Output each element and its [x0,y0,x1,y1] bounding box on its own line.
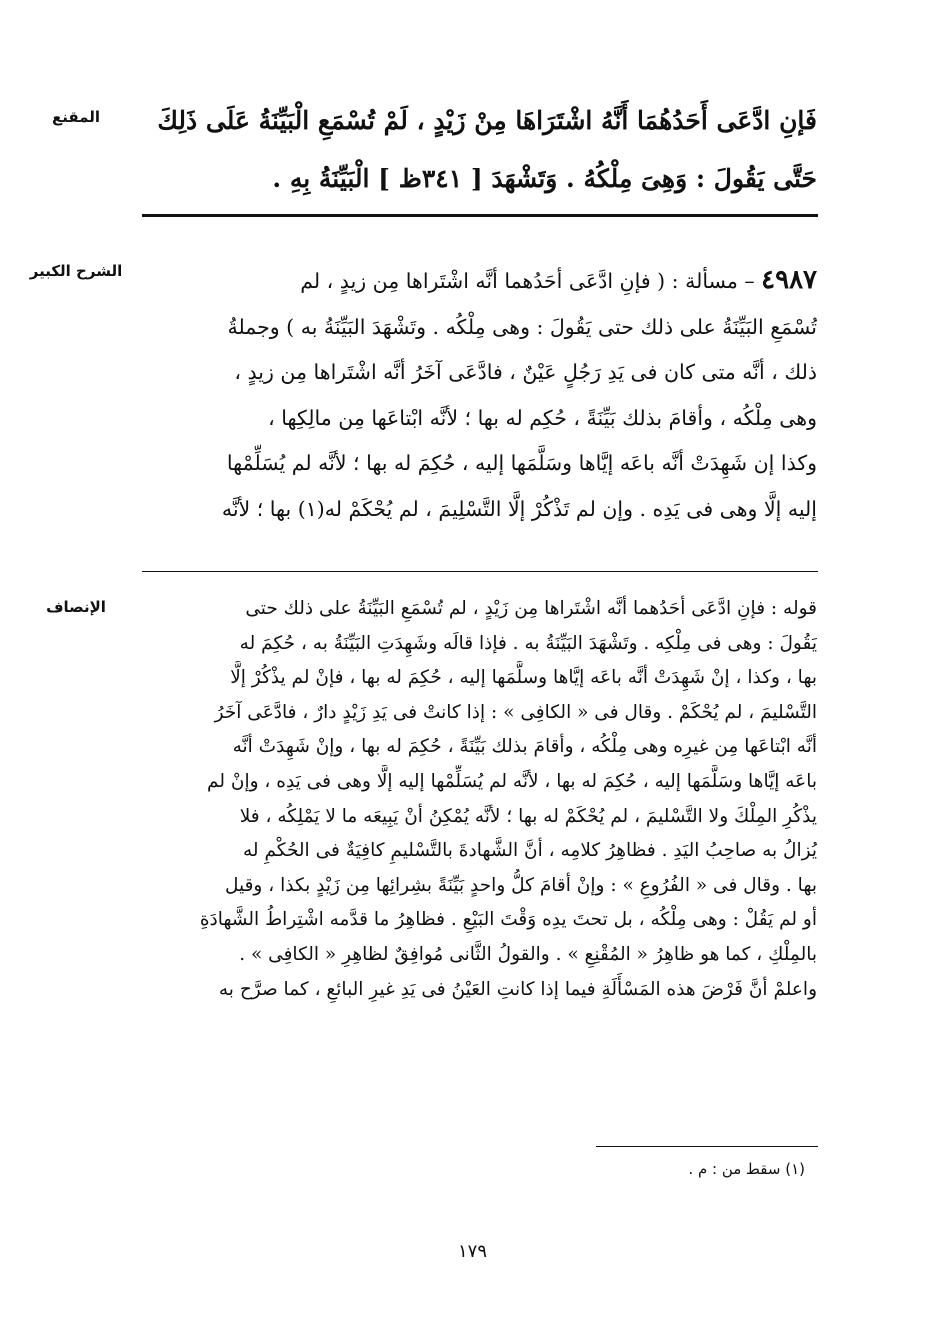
section-divider-thick [142,214,818,217]
section-divider-thin [142,571,818,572]
insaf-line: أنَّه ابْتاعَها مِن غيرِه وهى مِلْكُه ، وأقامَ بذلك بَيِّنَةً ، حُكِمَ له بها ، وإنْ شَهِدَتْ أنَّه [232,736,817,758]
insaf-line: باعَه إيَّاها وسَلَّمَها إليه ، حُكِمَ له بها ، لأنَّه لم يُسَلِّمْها إليه إلَّا وهى فى يَدِه ، وإنْ لم [207,770,817,792]
insaf-line: بها . وقال فى « الفُرُوعِ » : وإنْ أقامَ كلُّ واحدٍ بَيِّنَةً بشِرائِها مِن زَيْدٍ بكذا ، وقيل [224,874,817,896]
insaf-line: يذْكُرِ المِلْكَ ولا التَّسْليمَ ، لم يُحْكَمْ له بها ؛ لأنَّه يُمْكِنُ أنْ يَبِيعَه ما لا يَمْلِكُه ، فلا [239,805,817,827]
sharh-line: وكذا إن شَهِدَتْ أنَّه باعَه إيَّاها وسَلَّمَها إليه ، حُكِمَ له بها ؛ لأنَّه لم يُسَلِّمْها [226,451,817,475]
sharh-line: ذلك ، أنَّه متى كان فى يَدِ رَجُلٍ عَيْنٌ ، فادَّعَى آخَرُ أنَّه اشْتَراها مِن زيدٍ ، [234,360,817,384]
muqni-text-block [117,92,817,208]
muqni-line: فَإنِ ادَّعَى أَحَدُهُمَا أَنَّهُ اشْتَرَاهَا مِنْ زَيْدٍ ، لَمْ تُسْمَعِ الْبَيِّنَةُ عَلَى ذَلِكَ [157,106,817,135]
insaf-line: يُزالُ به صاحِبُ اليَدِ . فظاهِرُ كلامِه ، أنَّ الشَّهادةَ بالتَّسْليمِ كافِيَةٌ فى الحُكْمِ له [243,840,817,862]
sharh-line [127,258,817,305]
sharh-first-line-text: – مسألة : ( فإنِ ادَّعَى أحَدُهما أنَّه اشْتَراها مِن زيدٍ ، لم [300,269,762,293]
insaf-text-block [127,592,817,1007]
issue-number: ٤٩٨٧ [761,265,817,295]
sharh-line: تُسْمَعِ البَيِّنَةُ على ذلك حتى يَقُولَ : وهى مِلْكُه . وتَشْهَدَ البَيِّنَةُ به ) وجملةُ [227,314,817,339]
sharh-line: إليه إلَّا وهى فى يَدِه . وإن لم تَذْكُرْ إلَّا التَّسْلِيمَ ، لم يُحْكَمْ له(١) بها ؛ لأنَّه [221,496,817,521]
sharh-line: وهى مِلْكُه ، وأقامَ بذلك بَيِّنَةً ، حُكِم له بها ؛ لأنَّه ابْتاعَها مِن مالِكِها ، [268,405,817,430]
insaf-line: بالمِلْكِ ، كما هو ظاهِرُ « المُقْنِعِ » . والقولُ الثَّانى مُوافِقٌ لظاهِرِ « الكافِى » . [239,943,817,965]
section-label-insaf: الإنصاف [46,598,106,616]
insaf-line: واعلمْ أنَّ فَرْضَ هذه المَسْأَلَةِ فيما إذا كانتِ العَيْنُ فى يَدِ غيرِ البائعِ ، كما صرَّح به [218,978,817,1000]
insaf-line: أو لم يَقُلْ : وهى مِلْكُه ، بل تحتَ يدِه وَقْتَ البَيْعِ . فظاهِرُ ما قدَّمه اشْتِراطُ الشَّهادَةِ [199,909,817,931]
page-number: ١٧٩ [457,1241,487,1262]
insaf-line: قوله : فإنِ ادَّعَى أحَدُهما أنَّه اشْتَراها مِن زَيْدٍ ، لم تُسْمَعِ البَيِّنَةُ على ذلك حتى [245,598,817,619]
footnote: (١) سقط من : م . [688,1160,805,1178]
muqni-line: حَتَّى يَقُولَ : وَهِىَ مِلْكُهُ . وَتَشْهَدَ [ ٣٤١ظ ] الْبَيِّنَةُ بِهِ . [272,164,817,193]
footnote-divider [596,1146,818,1147]
section-label-sharh: الشرح الكبير [29,262,123,280]
insaf-line: التَّسْليمَ ، لم يُحْكَمْ . وقال فى « الكافِى » : إذا كانتْ فى يَدِ زَيْدٍ دارٌ ، فادَّعَى آخَرُ [214,701,817,723]
insaf-line: يَقُولَ : وهى فى مِلْكِه . وتَشْهَدَ البَيِّنَةُ به . فإذا قالَه وشَهِدَتِ البَيِّنَةُ به ، حُكِمَ له [239,632,817,654]
insaf-line: بها ، وكذا ، إنْ شَهِدَتْ أنَّه باعَه إيَّاها وسلَّمَها إليه ، حُكِمَ له بها ، فإنْ لم يذْكُرْ إلَّا [230,667,817,689]
section-label-muqni: المقنع [52,108,100,126]
sharh-text-block [127,258,817,532]
